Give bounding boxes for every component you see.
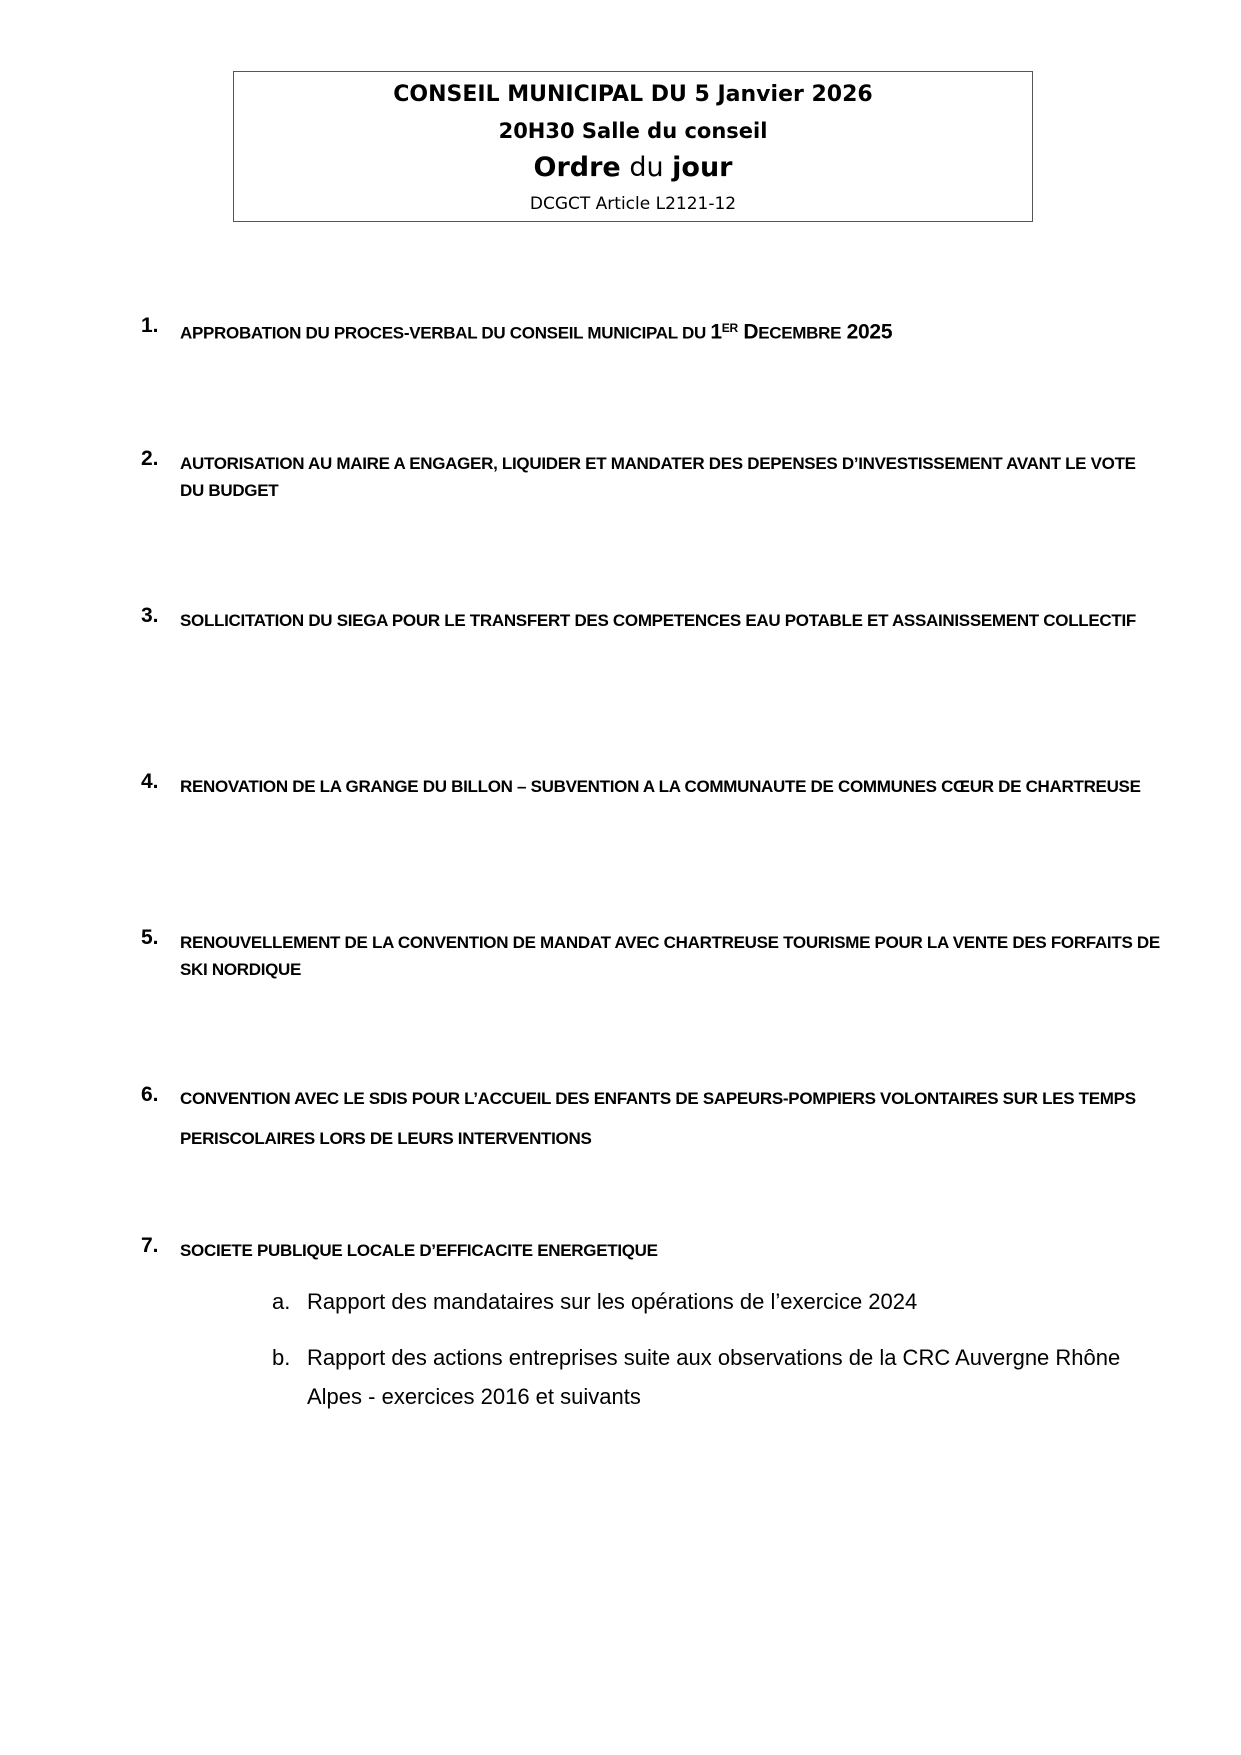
subitem-text: Rapport des actions entreprises suite aux observations de la CRC Auvergne Rhône Alpes - exercices 2016 et suivants <box>307 1345 1121 1409</box>
item-text-sup: ER <box>721 321 738 335</box>
item-text: SOLLICITATION DU SIEGA POUR LE TRANSFERT DES COMPETENCES EAU POTABLE ET ASSAINISSEMENT COLLECTIF <box>180 611 1136 630</box>
item-number: 3. <box>141 604 159 627</box>
item-number: 5. <box>141 926 159 949</box>
subitem-letter: b. <box>272 1345 291 1370</box>
item-text: RENOUVELLEMENT DE LA CONVENTION DE MANDAT AVEC CHARTREUSE TOURISME POUR LA VENTE DES FORFAITS DE SKI NORDIQUE <box>180 933 1160 979</box>
item-text-part: D <box>737 320 759 344</box>
item-text <box>180 315 1180 347</box>
agenda-heading <box>234 152 1032 183</box>
subitem-letter: a. <box>272 1289 291 1314</box>
agenda-heading-part2: du <box>620 152 673 183</box>
item-number: 4. <box>141 770 159 793</box>
item-text-part: ECEMBRE <box>758 323 842 343</box>
item-text: RENOVATION DE LA GRANGE DU BILLON – SUBVENTION A LA COMMUNAUTE DE COMMUNES CŒUR DE CHARTREUSE <box>180 777 1141 796</box>
item-text-part: 1 <box>710 320 722 344</box>
meeting-title: CONSEIL MUNICIPAL DU 5 Janvier 2026 <box>393 82 873 107</box>
header-box <box>233 71 1033 222</box>
item-text-part: 2025 <box>841 320 893 344</box>
legal-reference: DCGCT Article L2121-12 <box>529 194 737 214</box>
item-text: SOCIETE PUBLIQUE LOCALE D’EFFICACITE ENERGETIQUE <box>180 1241 658 1260</box>
item-number: 6. <box>141 1083 159 1106</box>
agenda-heading-part3: jour <box>672 152 733 183</box>
item-text-part: APPROBATION DU PROCES-VERBAL DU CONSEIL MUNICIPAL DU <box>180 323 711 343</box>
agenda-heading-part1: Ordre <box>533 152 621 183</box>
subitem-text: Rapport des mandataires sur les opérations de l’exercice 2024 <box>307 1289 918 1314</box>
item-text: AUTORISATION AU MAIRE A ENGAGER, LIQUIDER ET MANDATER DES DEPENSES D’INVESTISSEMENT AVANT LE VOTE DU BUDGET <box>180 454 1136 500</box>
item-number: 7. <box>141 1234 159 1257</box>
item-text: CONVENTION AVEC LE SDIS POUR L’ACCUEIL DES ENFANTS DE SAPEURS-POMPIERS VOLONTAIRES SUR LES TEMPS PERISCOLAIRES LORS DE LEURS INTERVENTIONS <box>180 1089 1136 1148</box>
meeting-time-place: 20H30 Salle du conseil <box>498 119 768 143</box>
item-number: 1. <box>141 314 159 337</box>
item-number: 2. <box>141 447 159 470</box>
